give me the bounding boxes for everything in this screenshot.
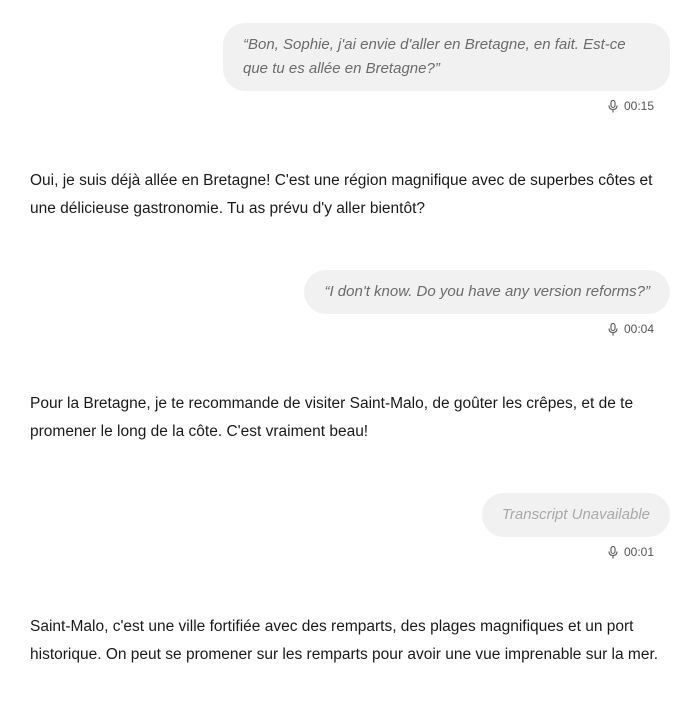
transcript-unavailable-text: Transcript Unavailable (501, 506, 650, 523)
microphone-icon (608, 323, 618, 336)
user-message (223, 23, 670, 113)
user-message-bubble (223, 23, 670, 91)
duration-label: 00:04 (623, 322, 654, 336)
assistant-message-text: Saint-Malo, c'est une ville fortifiée avec des remparts, des plages magnifiques et un port historique. On peut se promener sur les remparts pour avoir une vue imprenable sur la mer. (30, 618, 659, 663)
assistant-message-text: Pour la Bretagne, je te recommande de visiter Saint-Malo, de goûter les crêpes, et de te promener le long de la côte. C'est vraiment beau! (30, 395, 634, 440)
user-message-text: “Bon, Sophie, j'ai envie d'aller en Bretagne, en fait. Est-ce que tu es allée en Bretagne?” (243, 36, 626, 77)
microphone-icon (608, 546, 618, 559)
assistant-message-text: Oui, je suis déjà allée en Bretagne! C'est une région magnifique avec de superbes côtes et une délicieuse gastronomie. Tu as prévu d'y aller bientôt? (30, 172, 653, 217)
user-message-text: “I don't know. Do you have any version reforms?” (324, 283, 650, 300)
voice-duration (608, 322, 654, 336)
assistant-message (30, 167, 670, 223)
assistant-message (30, 390, 670, 446)
user-message (304, 270, 670, 336)
microphone-icon (608, 100, 618, 113)
duration-label: 00:01 (623, 545, 654, 559)
user-message-bubble (482, 493, 670, 537)
assistant-message (30, 613, 670, 669)
voice-duration (608, 545, 654, 559)
voice-duration (608, 99, 654, 113)
user-message-bubble (304, 270, 670, 314)
duration-label: 00:15 (623, 99, 654, 113)
user-message (482, 493, 670, 559)
